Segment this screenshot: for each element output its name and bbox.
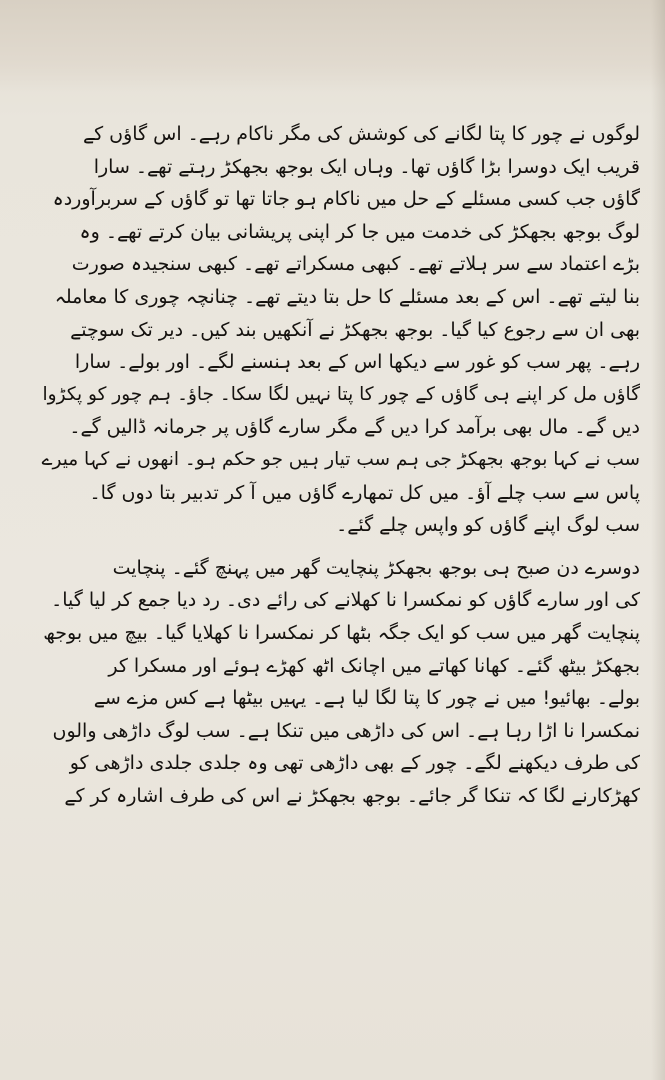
text-line: کی طرف دیکھنے لگے۔ چور کے بھی داڑھی تھی وہ جلدی جلدی داڑھی کو — [69, 752, 640, 775]
text-line: کی اور سارے گاؤں کو نمکسرا نا کھلانے کی رائے دی۔ رد دیا جمع کر لیا گیا۔ — [51, 589, 640, 612]
page-top-margin — [0, 0, 665, 92]
text-line: لوگوں نے چور کا پتا لگانے کی کوشش کی مگر ناکام رہے۔ اس گاؤں کے — [82, 123, 640, 145]
text-line: سب نے کہا بوجھ بجھکڑ جی ہم سب تیار ہیں جو حکم ہو۔ انھوں نے کہا میرے — [41, 448, 640, 470]
text-line: لوگ بوجھ بجھکڑ کی خدمت میں جا کر اپنی پریشانی بیان کرتے تھے۔ وہ — [79, 220, 640, 243]
text-line: پنچایت گھر میں سب کو ایک جگہ بٹھا کر نمکسرا نا کھلایا گیا۔ بیچ میں بوجھ — [43, 621, 640, 644]
urdu-text-block — [28, 118, 640, 812]
text-line: بولے۔ بھائیو! میں نے چور کا پتا لگا لیا ہے۔ یہیں بیٹھا ہے کس مزے سے — [93, 687, 640, 710]
text-line: گاؤں مل کر اپنے ہی گاؤں کے چور کا پتا نہیں لگا سکا۔ جاؤ۔ ہم چور کو پکڑوا — [42, 383, 640, 405]
text-line: بنا لیتے تھے۔ اس کے بعد مسئلے کا حل بتا دیتے تھے۔ چنانچہ چوری کا معاملہ — [54, 285, 640, 308]
text-line: پاس سے سب چلے آؤ۔ میں کل تمھارے گاؤں میں آ کر تدبیر بتا دوں گا۔ — [89, 481, 640, 504]
text-line: نمکسرا نا اڑا رہا ہے۔ اس کی داڑھی میں تنکا ہے۔ سب لوگ داڑھی والوں — [52, 719, 640, 742]
text-line: دیں گے۔ مال بھی برآمد کرا دیں گے مگر سارے گاؤں پر جرمانہ ڈالیں گے۔ — [69, 416, 640, 439]
text-line: رہے۔ پھر سب کو غور سے دیکھا اس کے بعد ہنسنے لگے۔ اور بولے۔ سارا — [74, 351, 640, 374]
text-line: گاؤں جب کسی مسئلے کے حل میں ناکام ہو جاتا تھا تو گاؤں کے سربرآوردہ — [52, 188, 640, 211]
text-line: بڑے اعتماد سے سر ہلاتے تھے۔ کبھی مسکراتے تھے۔ کبھی سنجیدہ صورت — [71, 253, 640, 276]
paragraph-gap — [28, 542, 640, 552]
page-edge-shadow — [651, 0, 665, 1080]
text-line: کھڑکارنے لگا کہ تنکا گر جائے۔ بوجھ بجھکڑ نے اس کی طرف اشارہ کر کے — [64, 784, 640, 807]
text-line: قریب ایک دوسرا بڑا گاؤں تھا۔ وہاں ایک بوجھ بجھکڑ رہتے تھے۔ سارا — [93, 155, 640, 178]
text-line: بجھکڑ بیٹھ گئے۔ کھانا کھاتے میں اچانک اٹھ کھڑے ہوئے اور مسکرا کر — [108, 654, 640, 677]
text-line: سب لوگ اپنے گاؤں کو واپس چلے گئے۔ — [336, 514, 640, 537]
text-line: دوسرے دن صبح ہی بوجھ بجھکڑ پنچایت گھر میں پہنچ گئے۔ پنچایت — [112, 556, 640, 579]
text-line: بھی ان سے رجوع کیا گیا۔ بوجھ بجھکڑ نے آنکھیں بند کیں۔ دیر تک سوچتے — [70, 318, 640, 341]
